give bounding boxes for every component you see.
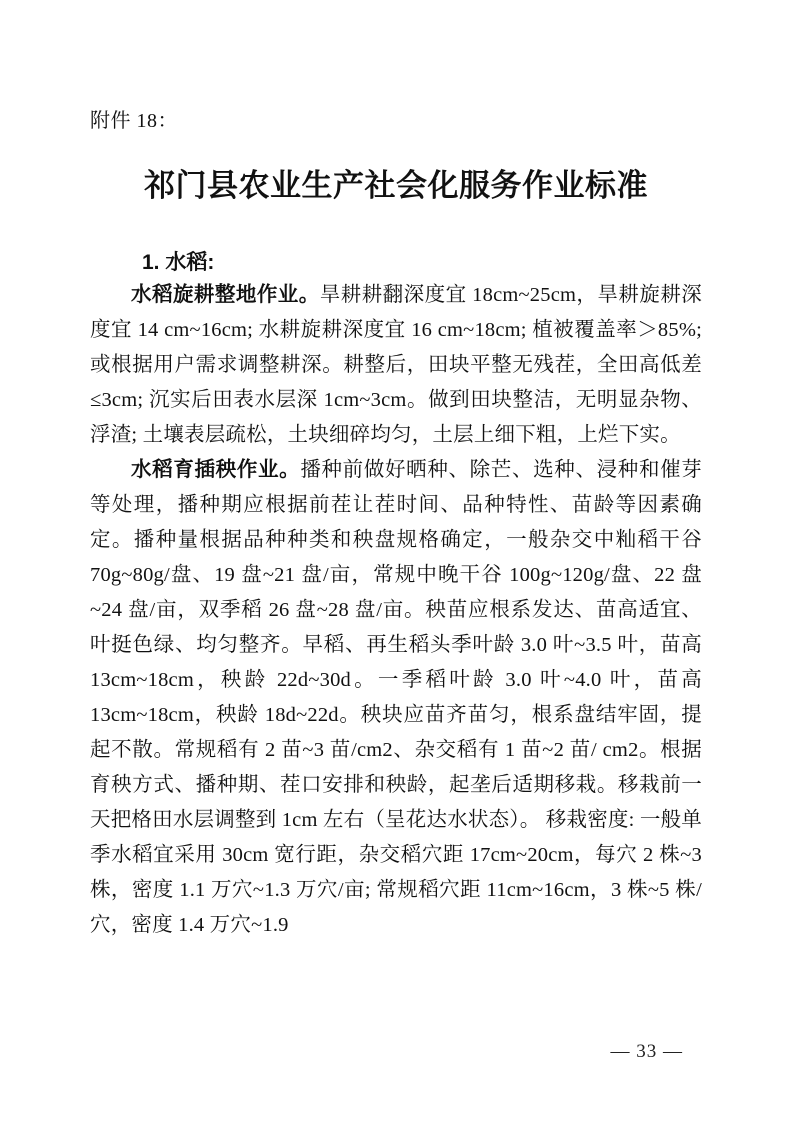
paragraph-lead: 水稻旋耕整地作业。 [131,284,320,306]
paragraph-seedling-transplanting [90,453,702,943]
paragraph-text: 旱耕耕翻深度宜 18cm~25cm，旱耕旋耕深度宜 14 cm~16cm; 水耕旋耕深度宜 16 cm~18cm; 植被覆盖率＞85%; 或根据用户需求调整耕深。耕整后，田块平整无残茬，全田高低差≤3cm; 沉实后田表水层深 1cm~3cm。做到田块整洁，无明显杂物、浮渣; 土壤表层疏松，土块细碎均匀，土层上细下粗，上烂下实。 [90,284,702,446]
paragraph-text: 播种前做好晒种、除芒、选种、浸种和催芽等处理，播种期应根据前茬让茬时间、品种特性、苗龄等因素确定。播种量根据品种种类和秧盘规格确定，一般杂交中籼稻干谷 70g~80g/盘、19 盘~21 盘/亩，常规中晚干谷 100g~120g/盘、22 盘~24 盘/亩，双季稻 26 盘~28 盘/亩。秧苗应根系发达、苗高适宜、叶挺色绿、均匀整齐。早稻、再生稻头季叶龄 3.0 叶~3.5 叶，苗高 13cm~18cm，秧龄 22d~30d。一季稻叶龄 3.0 叶~4.0 叶，苗高 13cm~18cm，秧龄 18d~22d。秧块应苗齐苗匀，根系盘结牢固，提起不散。常规稻有 2 苗~3 苗/cm2、杂交稻有 1 苗~2 苗/ cm2。根据育秧方式、播种期、茬口安排和秧龄，起垄后适期移栽。移栽前一天把格田水层调整到 1cm 左右（呈花达水状态）。 移栽密度: 一般单季水稻宜采用 30cm 宽行距，杂交稻穴距 17cm~20cm，每穴 2 株~3 株，密度 1.1 万穴~1.3 万穴/亩; 常规稻穴距 11cm~16cm，3 株~5 株/穴，密度 1.4 万穴~1.9 [90,459,702,936]
attachment-label: 附件 18： [90,110,178,132]
page-number: — 33 — [610,1041,683,1062]
document-title: 祁门县农业生产社会化服务作业标准 [144,168,648,203]
paragraph-rotary-tillage [90,278,702,453]
paragraph-lead: 水稻育插秧作业。 [131,459,301,481]
section-heading-rice: 1. 水稻: [142,251,215,274]
document-body [90,278,702,943]
